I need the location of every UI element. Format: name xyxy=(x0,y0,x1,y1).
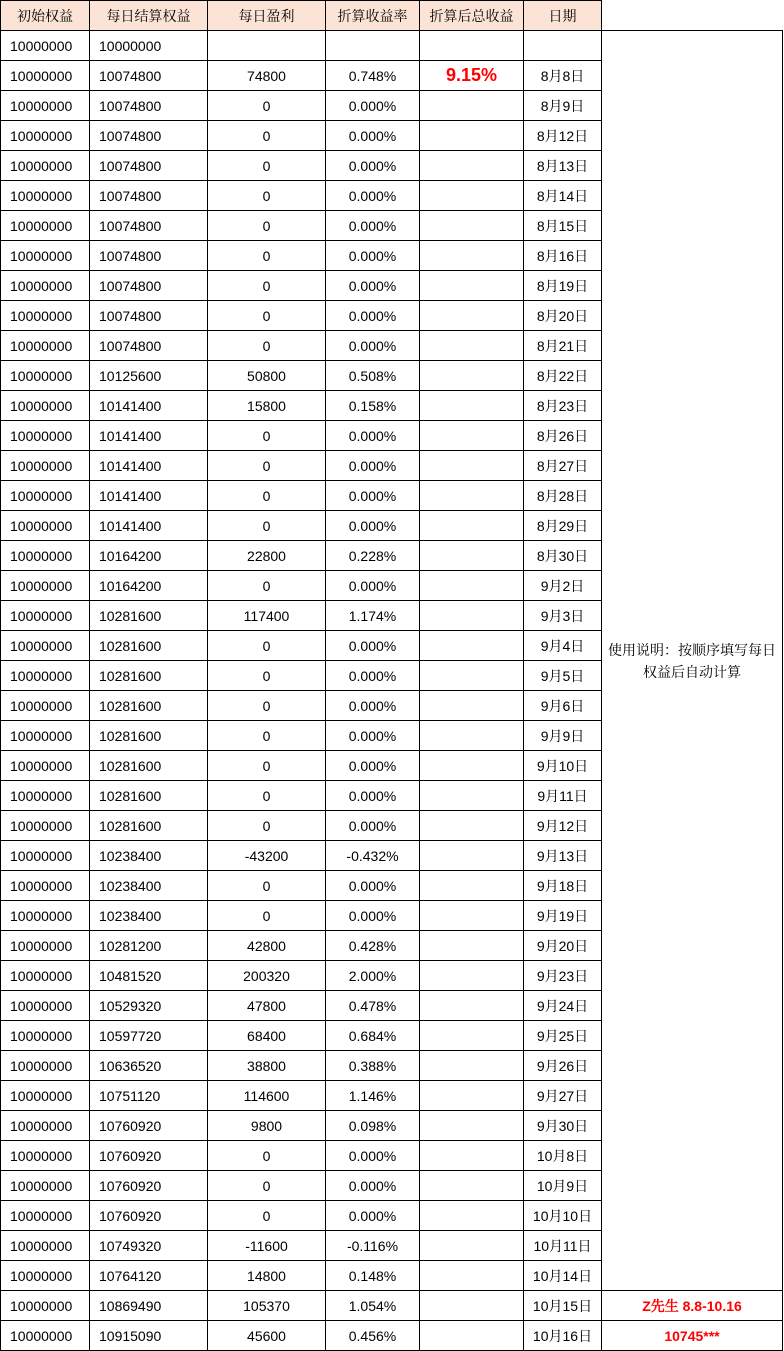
cell-return-rate: 0.000% xyxy=(326,631,420,661)
cell-initial-equity: 10000000 xyxy=(1,541,90,571)
cell-daily-settlement: 10529320 xyxy=(90,991,208,1021)
cell-daily-profit: 0 xyxy=(208,241,326,271)
cell-daily-profit: 0 xyxy=(208,721,326,751)
cell-return-rate: 0.000% xyxy=(326,571,420,601)
cell-daily-settlement: 10074800 xyxy=(90,211,208,241)
cell-daily-settlement: 10281600 xyxy=(90,661,208,691)
cell-initial-equity: 10000000 xyxy=(1,451,90,481)
cell-initial-equity: 10000000 xyxy=(1,1141,90,1171)
cell-daily-profit: 0 xyxy=(208,1171,326,1201)
cell-date: 8月21日 xyxy=(524,331,602,361)
cell-daily-settlement: 10141400 xyxy=(90,481,208,511)
cell-initial-equity: 10000000 xyxy=(1,1171,90,1201)
cell-return-rate: 0.000% xyxy=(326,691,420,721)
header-blank xyxy=(602,1,783,31)
cell-daily-settlement: 10125600 xyxy=(90,361,208,391)
cell-daily-settlement: 10764120 xyxy=(90,1261,208,1291)
cell-return-rate: 0.748% xyxy=(326,61,420,91)
cell-total-return xyxy=(420,1021,524,1051)
cell-total-return xyxy=(420,991,524,1021)
cell-initial-equity: 10000000 xyxy=(1,301,90,331)
cell-total-return xyxy=(420,931,524,961)
cell-date: 9月3日 xyxy=(524,601,602,631)
cell-daily-profit: 0 xyxy=(208,1141,326,1171)
cell-daily-profit: 0 xyxy=(208,691,326,721)
cell-total-return xyxy=(420,511,524,541)
cell-daily-settlement: 10281600 xyxy=(90,601,208,631)
cell-initial-equity: 10000000 xyxy=(1,1081,90,1111)
cell-daily-profit: 0 xyxy=(208,211,326,241)
cell-daily-settlement: 10636520 xyxy=(90,1051,208,1081)
cell-initial-equity: 10000000 xyxy=(1,661,90,691)
cell-daily-settlement: 10869490 xyxy=(90,1291,208,1321)
cell-total-return xyxy=(420,601,524,631)
cell-total-return xyxy=(420,1051,524,1081)
cell-total-return xyxy=(420,301,524,331)
cell-daily-profit: 0 xyxy=(208,451,326,481)
cell-date xyxy=(524,31,602,61)
cell-daily-profit: 50800 xyxy=(208,361,326,391)
cell-daily-profit: -43200 xyxy=(208,841,326,871)
cell-daily-settlement: 10760920 xyxy=(90,1141,208,1171)
cell-return-rate: 0.000% xyxy=(326,331,420,361)
cell-initial-equity: 10000000 xyxy=(1,751,90,781)
cell-return-rate: 0.000% xyxy=(326,151,420,181)
cell-daily-profit: 0 xyxy=(208,181,326,211)
cell-initial-equity: 10000000 xyxy=(1,811,90,841)
cell-date: 9月19日 xyxy=(524,901,602,931)
cell-date: 8月8日 xyxy=(524,61,602,91)
cell-date: 10月16日 xyxy=(524,1321,602,1351)
cell-date: 9月2日 xyxy=(524,571,602,601)
cell-return-rate: 0.456% xyxy=(326,1321,420,1351)
cell-initial-equity: 10000000 xyxy=(1,121,90,151)
cell-total-return xyxy=(420,451,524,481)
cell-initial-equity: 10000000 xyxy=(1,1261,90,1291)
cell-daily-profit: 74800 xyxy=(208,61,326,91)
cell-return-rate: 0.000% xyxy=(326,901,420,931)
cell-total-return xyxy=(420,841,524,871)
cell-total-return xyxy=(420,241,524,271)
cell-daily-profit: 0 xyxy=(208,1201,326,1231)
cell-daily-settlement: 10141400 xyxy=(90,391,208,421)
cell-daily-settlement: 10074800 xyxy=(90,91,208,121)
cell-date: 9月27日 xyxy=(524,1081,602,1111)
cell-daily-profit: 0 xyxy=(208,91,326,121)
cell-return-rate: 0.000% xyxy=(326,751,420,781)
cell-initial-equity: 10000000 xyxy=(1,31,90,61)
cell-date: 9月20日 xyxy=(524,931,602,961)
cell-total-return xyxy=(420,901,524,931)
cell-initial-equity: 10000000 xyxy=(1,721,90,751)
cell-daily-profit: 0 xyxy=(208,511,326,541)
cell-date: 8月29日 xyxy=(524,511,602,541)
cell-total-return xyxy=(420,121,524,151)
cell-initial-equity: 10000000 xyxy=(1,781,90,811)
cell-daily-profit: 0 xyxy=(208,331,326,361)
cell-total-return xyxy=(420,1141,524,1171)
cell-date: 9月30日 xyxy=(524,1111,602,1141)
cell-initial-equity: 10000000 xyxy=(1,1291,90,1321)
table-row xyxy=(1,1291,783,1321)
cell-date: 10月11日 xyxy=(524,1231,602,1261)
cell-return-rate: 0.000% xyxy=(326,1141,420,1171)
cell-initial-equity: 10000000 xyxy=(1,1111,90,1141)
cell-return-rate: 1.054% xyxy=(326,1291,420,1321)
cell-daily-profit: 68400 xyxy=(208,1021,326,1051)
cell-return-rate: 0.228% xyxy=(326,541,420,571)
cell-initial-equity: 10000000 xyxy=(1,271,90,301)
header-daily-settlement: 每日结算权益 xyxy=(90,1,208,31)
cell-date: 8月12日 xyxy=(524,121,602,151)
cell-date: 8月19日 xyxy=(524,271,602,301)
cell-daily-settlement: 10074800 xyxy=(90,331,208,361)
cell-date: 9月6日 xyxy=(524,691,602,721)
cell-daily-profit: 14800 xyxy=(208,1261,326,1291)
cell-daily-settlement: 10749320 xyxy=(90,1231,208,1261)
cell-return-rate: 0.000% xyxy=(326,811,420,841)
cell-total-return xyxy=(420,151,524,181)
cell-return-rate: 0.000% xyxy=(326,511,420,541)
cell-daily-profit: 0 xyxy=(208,301,326,331)
cell-daily-profit: 105370 xyxy=(208,1291,326,1321)
cell-total-return xyxy=(420,721,524,751)
cell-date: 10月14日 xyxy=(524,1261,602,1291)
cell-return-rate xyxy=(326,31,420,61)
cell-return-rate: 0.000% xyxy=(326,91,420,121)
cell-daily-settlement: 10074800 xyxy=(90,241,208,271)
cell-daily-profit: 38800 xyxy=(208,1051,326,1081)
cell-return-rate: 0.000% xyxy=(326,451,420,481)
cell-return-rate: 0.428% xyxy=(326,931,420,961)
cell-date: 9月24日 xyxy=(524,991,602,1021)
cell-daily-settlement: 10281600 xyxy=(90,631,208,661)
cell-return-rate: 0.000% xyxy=(326,1171,420,1201)
cell-daily-settlement: 10281200 xyxy=(90,931,208,961)
cell-daily-profit: 42800 xyxy=(208,931,326,961)
cell-daily-profit xyxy=(208,31,326,61)
cell-date: 9月25日 xyxy=(524,1021,602,1051)
cell-date: 8月22日 xyxy=(524,361,602,391)
cell-daily-profit: 22800 xyxy=(208,541,326,571)
cell-daily-profit: 0 xyxy=(208,781,326,811)
cell-return-rate: 0.000% xyxy=(326,181,420,211)
cell-return-rate: 0.000% xyxy=(326,211,420,241)
cell-total-return xyxy=(420,1171,524,1201)
cell-return-rate: 0.098% xyxy=(326,1111,420,1141)
cell-total-return xyxy=(420,1111,524,1141)
cell-initial-equity: 10000000 xyxy=(1,1051,90,1081)
cell-date: 8月16日 xyxy=(524,241,602,271)
cell-initial-equity: 10000000 xyxy=(1,211,90,241)
cell-return-rate: 0.000% xyxy=(326,301,420,331)
cell-return-rate: 0.000% xyxy=(326,121,420,151)
cell-date: 9月4日 xyxy=(524,631,602,661)
cell-initial-equity: 10000000 xyxy=(1,91,90,121)
cell-daily-settlement: 10751120 xyxy=(90,1081,208,1111)
header-return-rate: 折算收益率 xyxy=(326,1,420,31)
header-daily-profit: 每日盈利 xyxy=(208,1,326,31)
cell-daily-settlement: 10281600 xyxy=(90,691,208,721)
cell-daily-profit: 0 xyxy=(208,901,326,931)
cell-total-return xyxy=(420,631,524,661)
cell-total-return xyxy=(420,391,524,421)
cell-initial-equity: 10000000 xyxy=(1,151,90,181)
cell-total-return xyxy=(420,541,524,571)
cell-initial-equity: 10000000 xyxy=(1,931,90,961)
cell-date: 9月9日 xyxy=(524,721,602,751)
footer-name-range: Z先生 8.8-10.16 xyxy=(602,1291,783,1321)
cell-total-return xyxy=(420,361,524,391)
cell-daily-profit: 15800 xyxy=(208,391,326,421)
cell-daily-profit: 0 xyxy=(208,481,326,511)
cell-date: 8月23日 xyxy=(524,391,602,421)
cell-total-return xyxy=(420,871,524,901)
cell-daily-profit: 0 xyxy=(208,151,326,181)
cell-daily-settlement: 10238400 xyxy=(90,871,208,901)
cell-initial-equity: 10000000 xyxy=(1,421,90,451)
cell-return-rate: 0.000% xyxy=(326,781,420,811)
cell-date: 10月9日 xyxy=(524,1171,602,1201)
cell-daily-settlement: 10281600 xyxy=(90,781,208,811)
header-total-return: 折算后总收益 xyxy=(420,1,524,31)
cell-daily-profit: 0 xyxy=(208,631,326,661)
cell-date: 8月13日 xyxy=(524,151,602,181)
cell-return-rate: 0.000% xyxy=(326,421,420,451)
cell-initial-equity: 10000000 xyxy=(1,61,90,91)
cell-daily-profit: 0 xyxy=(208,811,326,841)
cell-daily-profit: 114600 xyxy=(208,1081,326,1111)
cell-date: 9月13日 xyxy=(524,841,602,871)
cell-date: 10月15日 xyxy=(524,1291,602,1321)
cell-daily-settlement: 10000000 xyxy=(90,31,208,61)
cell-initial-equity: 10000000 xyxy=(1,691,90,721)
cell-total-return xyxy=(420,661,524,691)
cell-initial-equity: 10000000 xyxy=(1,481,90,511)
cell-return-rate: 0.388% xyxy=(326,1051,420,1081)
cell-initial-equity: 10000000 xyxy=(1,511,90,541)
cell-daily-settlement: 10760920 xyxy=(90,1201,208,1231)
cell-return-rate: 0.508% xyxy=(326,361,420,391)
cell-initial-equity: 10000000 xyxy=(1,601,90,631)
cell-daily-profit: 0 xyxy=(208,121,326,151)
cell-date: 8月14日 xyxy=(524,181,602,211)
cell-total-return xyxy=(420,31,524,61)
cell-date: 10月10日 xyxy=(524,1201,602,1231)
cell-daily-settlement: 10238400 xyxy=(90,841,208,871)
cell-return-rate: 1.146% xyxy=(326,1081,420,1111)
cell-initial-equity: 10000000 xyxy=(1,841,90,871)
cell-date: 8月9日 xyxy=(524,91,602,121)
table-row xyxy=(1,1321,783,1351)
cell-initial-equity: 10000000 xyxy=(1,1201,90,1231)
cell-total-return xyxy=(420,781,524,811)
table-body xyxy=(1,31,783,1351)
cell-daily-settlement: 10915090 xyxy=(90,1321,208,1351)
cell-daily-settlement: 10597720 xyxy=(90,1021,208,1051)
cell-total-return xyxy=(420,331,524,361)
cell-daily-profit: 45600 xyxy=(208,1321,326,1351)
cell-return-rate: 0.000% xyxy=(326,721,420,751)
cell-date: 8月15日 xyxy=(524,211,602,241)
cell-daily-settlement: 10281600 xyxy=(90,811,208,841)
cell-date: 10月8日 xyxy=(524,1141,602,1171)
cell-initial-equity: 10000000 xyxy=(1,901,90,931)
cell-daily-settlement: 10074800 xyxy=(90,61,208,91)
cell-daily-profit: 200320 xyxy=(208,961,326,991)
cell-daily-settlement: 10281600 xyxy=(90,721,208,751)
cell-return-rate: 0.000% xyxy=(326,271,420,301)
cell-daily-settlement: 10074800 xyxy=(90,151,208,181)
cell-daily-profit: 0 xyxy=(208,571,326,601)
cell-initial-equity: 10000000 xyxy=(1,241,90,271)
cell-total-return xyxy=(420,1081,524,1111)
cell-daily-profit: 47800 xyxy=(208,991,326,1021)
cell-date: 9月18日 xyxy=(524,871,602,901)
cell-initial-equity: 10000000 xyxy=(1,631,90,661)
cell-date: 8月26日 xyxy=(524,421,602,451)
cell-initial-equity: 10000000 xyxy=(1,331,90,361)
cell-total-return xyxy=(420,1231,524,1261)
cell-return-rate: 0.148% xyxy=(326,1261,420,1291)
cell-initial-equity: 10000000 xyxy=(1,1021,90,1051)
cell-daily-settlement: 10164200 xyxy=(90,571,208,601)
cell-daily-settlement: 10281600 xyxy=(90,751,208,781)
cell-total-return xyxy=(420,181,524,211)
cell-return-rate: 2.000% xyxy=(326,961,420,991)
cell-return-rate: 0.684% xyxy=(326,1021,420,1051)
cell-total-return xyxy=(420,271,524,301)
cell-daily-settlement: 10141400 xyxy=(90,451,208,481)
cell-daily-profit: 0 xyxy=(208,421,326,451)
cell-total-return xyxy=(420,1261,524,1291)
cell-date: 9月23日 xyxy=(524,961,602,991)
cell-date: 9月10日 xyxy=(524,751,602,781)
cell-return-rate: 0.000% xyxy=(326,661,420,691)
cell-return-rate: 1.174% xyxy=(326,601,420,631)
cell-initial-equity: 10000000 xyxy=(1,571,90,601)
cell-return-rate: 0.000% xyxy=(326,241,420,271)
cell-date: 9月11日 xyxy=(524,781,602,811)
cell-total-return xyxy=(420,571,524,601)
cell-initial-equity: 10000000 xyxy=(1,961,90,991)
cell-total-return xyxy=(420,421,524,451)
cell-initial-equity: 10000000 xyxy=(1,361,90,391)
cell-daily-profit: 117400 xyxy=(208,601,326,631)
cell-return-rate: 0.000% xyxy=(326,1201,420,1231)
cell-return-rate: 0.158% xyxy=(326,391,420,421)
cell-daily-settlement: 10074800 xyxy=(90,271,208,301)
cell-daily-settlement: 10760920 xyxy=(90,1111,208,1141)
cell-date: 9月12日 xyxy=(524,811,602,841)
cell-daily-profit: 9800 xyxy=(208,1111,326,1141)
cell-return-rate: 0.000% xyxy=(326,871,420,901)
cell-return-rate: 0.478% xyxy=(326,991,420,1021)
cell-daily-settlement: 10481520 xyxy=(90,961,208,991)
cell-total-return xyxy=(420,751,524,781)
cell-initial-equity: 10000000 xyxy=(1,1231,90,1261)
cell-date: 9月26日 xyxy=(524,1051,602,1081)
cell-total-return xyxy=(420,1321,524,1351)
cell-initial-equity: 10000000 xyxy=(1,181,90,211)
cell-total-return xyxy=(420,1291,524,1321)
total-return-value: 9.15% xyxy=(420,61,524,91)
cell-date: 8月28日 xyxy=(524,481,602,511)
cell-daily-settlement: 10074800 xyxy=(90,121,208,151)
cell-total-return xyxy=(420,91,524,121)
cell-daily-settlement: 10164200 xyxy=(90,541,208,571)
cell-total-return xyxy=(420,961,524,991)
cell-return-rate: -0.432% xyxy=(326,841,420,871)
instruction-note: 使用说明：按顺序填写每日权益后自动计算 xyxy=(602,31,783,1291)
header-row xyxy=(1,1,783,31)
cell-initial-equity: 10000000 xyxy=(1,871,90,901)
cell-initial-equity: 10000000 xyxy=(1,1321,90,1351)
cell-date: 8月30日 xyxy=(524,541,602,571)
cell-daily-profit: 0 xyxy=(208,871,326,901)
cell-total-return xyxy=(420,691,524,721)
cell-return-rate: 0.000% xyxy=(326,481,420,511)
cell-return-rate: -0.116% xyxy=(326,1231,420,1261)
header-date: 日期 xyxy=(524,1,602,31)
table-row xyxy=(1,31,783,61)
cell-total-return xyxy=(420,1201,524,1231)
cell-daily-profit: -11600 xyxy=(208,1231,326,1261)
cell-total-return xyxy=(420,211,524,241)
cell-daily-settlement: 10074800 xyxy=(90,301,208,331)
cell-initial-equity: 10000000 xyxy=(1,991,90,1021)
cell-daily-settlement: 10141400 xyxy=(90,421,208,451)
cell-daily-profit: 0 xyxy=(208,271,326,301)
cell-daily-profit: 0 xyxy=(208,751,326,781)
cell-daily-settlement: 10074800 xyxy=(90,181,208,211)
footer-account: 10745*** xyxy=(602,1321,783,1351)
cell-total-return xyxy=(420,811,524,841)
cell-daily-settlement: 10760920 xyxy=(90,1171,208,1201)
cell-date: 8月27日 xyxy=(524,451,602,481)
cell-date: 9月5日 xyxy=(524,661,602,691)
header-initial-equity: 初始权益 xyxy=(1,1,90,31)
cell-initial-equity: 10000000 xyxy=(1,391,90,421)
cell-total-return xyxy=(420,481,524,511)
cell-daily-profit: 0 xyxy=(208,661,326,691)
cell-daily-settlement: 10238400 xyxy=(90,901,208,931)
cell-daily-settlement: 10141400 xyxy=(90,511,208,541)
cell-date: 8月20日 xyxy=(524,301,602,331)
